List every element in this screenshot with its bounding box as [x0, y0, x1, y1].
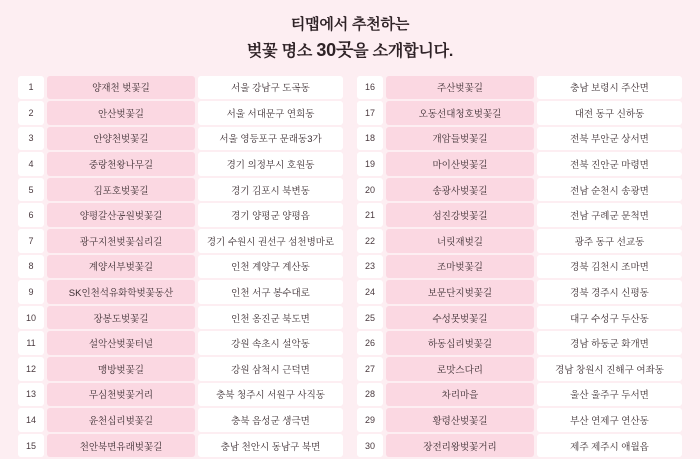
- spot-name: 중랑천왕나무길: [47, 152, 195, 176]
- table-row: [357, 152, 682, 176]
- spot-location: 충남 보령시 주산면: [537, 76, 682, 100]
- row-number: 28: [357, 383, 383, 407]
- row-number: 9: [18, 280, 44, 304]
- spot-name: 양재천 벚꽃길: [47, 76, 195, 100]
- header-line-2: [18, 37, 682, 64]
- row-number: 21: [357, 203, 383, 227]
- row-number: 26: [357, 331, 383, 355]
- spot-location: 인천 계양구 계산동: [198, 255, 343, 279]
- spot-name: 설악산벚꽃터널: [47, 331, 195, 355]
- spot-location: 전남 구례군 문척면: [537, 203, 682, 227]
- table-row: [18, 306, 343, 330]
- spot-location: 제주 제주시 애월읍: [537, 434, 682, 458]
- row-number: 20: [357, 178, 383, 202]
- table-row: [357, 127, 682, 151]
- row-number: 4: [18, 152, 44, 176]
- spot-name: 조마벚꽃길: [386, 255, 534, 279]
- spot-location: 강원 속초시 설악동: [198, 331, 343, 355]
- spot-name: 너릿재벚길: [386, 229, 534, 253]
- table-row: [357, 331, 682, 355]
- spot-name: 수성못벚꽃길: [386, 306, 534, 330]
- row-number: 27: [357, 357, 383, 381]
- table-row: [18, 408, 343, 432]
- table-row: [357, 408, 682, 432]
- table-row: [357, 76, 682, 100]
- spot-location: 강원 삼척시 근덕면: [198, 357, 343, 381]
- spot-name: 오동선대청호벚꽃길: [386, 101, 534, 125]
- header-line-1: 티맵에서 추천하는: [18, 14, 682, 37]
- table-row: [18, 383, 343, 407]
- spot-name: 천안북면유래벚꽃길: [47, 434, 195, 458]
- table-row: [18, 331, 343, 355]
- spot-name: 섬진강벚꽃길: [386, 203, 534, 227]
- table-row: [18, 178, 343, 202]
- row-number: 25: [357, 306, 383, 330]
- spot-name: 양평갈산공원벚꽃길: [47, 203, 195, 227]
- spot-name: 광구지천벚꽃십리길: [47, 229, 195, 253]
- spot-location: 전북 부안군 상서면: [537, 127, 682, 151]
- row-number: 24: [357, 280, 383, 304]
- spot-location: 충북 음성군 생극면: [198, 408, 343, 432]
- row-number: 17: [357, 101, 383, 125]
- table-row: [357, 280, 682, 304]
- spot-location: 대전 동구 신하동: [537, 101, 682, 125]
- row-number: 7: [18, 229, 44, 253]
- table-row: [357, 255, 682, 279]
- spot-name: SK인천석유화학벚꽃동산: [47, 280, 195, 304]
- spot-name: 무심천벚꽃거리: [47, 383, 195, 407]
- spot-location: 대구 수성구 두산동: [537, 306, 682, 330]
- table-row: [18, 280, 343, 304]
- spot-location: 전북 진안군 마령면: [537, 152, 682, 176]
- row-number: 11: [18, 331, 44, 355]
- spot-location: 부산 연제구 연산동: [537, 408, 682, 432]
- spot-name: 장봉도벚꽃길: [47, 306, 195, 330]
- page-header: [18, 14, 682, 64]
- row-number: 3: [18, 127, 44, 151]
- spot-name: 안산벚꽃길: [47, 101, 195, 125]
- header-count: 30곳: [316, 40, 353, 60]
- spot-location: 인천 서구 봉수대로: [198, 280, 343, 304]
- table-row: [357, 383, 682, 407]
- spot-name: 맹방벚꽃길: [47, 357, 195, 381]
- table-row: [357, 357, 682, 381]
- row-number: 14: [18, 408, 44, 432]
- row-number: 5: [18, 178, 44, 202]
- row-number: 6: [18, 203, 44, 227]
- header-line-2-prefix: 벚꽃 명소: [247, 43, 317, 60]
- spot-name: 마이산벚꽃길: [386, 152, 534, 176]
- table-row: [18, 127, 343, 151]
- row-number: 13: [18, 383, 44, 407]
- spot-location: 경북 경주시 신평동: [537, 280, 682, 304]
- spot-location: 경남 창원시 진해구 여좌동: [537, 357, 682, 381]
- row-number: 23: [357, 255, 383, 279]
- row-number: 30: [357, 434, 383, 458]
- spot-name: 주산벚꽃길: [386, 76, 534, 100]
- spot-list-left-column: [18, 76, 343, 459]
- spot-name: 하동십리벚꽃길: [386, 331, 534, 355]
- row-number: 12: [18, 357, 44, 381]
- row-number: 15: [18, 434, 44, 458]
- table-row: [18, 152, 343, 176]
- spot-name: 김포호벚꽃길: [47, 178, 195, 202]
- spot-location: 충북 청주시 서원구 사직동: [198, 383, 343, 407]
- table-row: [18, 434, 343, 458]
- spot-location: 서울 강남구 도곡동: [198, 76, 343, 100]
- spot-location: 전남 순천시 송광면: [537, 178, 682, 202]
- table-row: [357, 101, 682, 125]
- spot-location: 경기 수원시 권선구 섬천병마로: [198, 229, 343, 253]
- spot-name: 계양서부벚꽃길: [47, 255, 195, 279]
- table-row: [18, 101, 343, 125]
- table-row: [18, 255, 343, 279]
- spot-name: 윤천십리벚꽃길: [47, 408, 195, 432]
- spot-location: 울산 울주구 두서면: [537, 383, 682, 407]
- spot-name: 개암들벚꽃길: [386, 127, 534, 151]
- spot-location: 경북 김천시 조마면: [537, 255, 682, 279]
- table-row: [18, 76, 343, 100]
- table-row: [357, 178, 682, 202]
- table-row: [357, 229, 682, 253]
- spot-location: 서울 서대문구 연희동: [198, 101, 343, 125]
- spot-list-columns: [18, 76, 682, 459]
- row-number: 2: [18, 101, 44, 125]
- spot-location: 경기 양평군 양평읍: [198, 203, 343, 227]
- table-row: [18, 357, 343, 381]
- spot-name: 안양천벚꽃길: [47, 127, 195, 151]
- row-number: 1: [18, 76, 44, 100]
- spot-location: 경남 하동군 화개면: [537, 331, 682, 355]
- spot-list-right-column: [357, 76, 682, 459]
- spot-name: 차리마을: [386, 383, 534, 407]
- row-number: 19: [357, 152, 383, 176]
- spot-location: 광주 동구 선교동: [537, 229, 682, 253]
- spot-name: 장전리왕벚꽃거리: [386, 434, 534, 458]
- spot-name: 로맛스다리: [386, 357, 534, 381]
- spot-name: 보문단지벚꽃길: [386, 280, 534, 304]
- row-number: 29: [357, 408, 383, 432]
- table-row: [357, 434, 682, 458]
- spot-location: 충남 천안시 동남구 북면: [198, 434, 343, 458]
- spot-location: 서울 영등포구 문래동3가: [198, 127, 343, 151]
- row-number: 18: [357, 127, 383, 151]
- row-number: 8: [18, 255, 44, 279]
- row-number: 10: [18, 306, 44, 330]
- spot-name: 황령산벚꽃길: [386, 408, 534, 432]
- spot-location: 인천 옹진군 북도면: [198, 306, 343, 330]
- row-number: 22: [357, 229, 383, 253]
- row-number: 16: [357, 76, 383, 100]
- table-row: [18, 229, 343, 253]
- table-row: [357, 306, 682, 330]
- table-row: [18, 203, 343, 227]
- spot-name: 송광사벚꽃길: [386, 178, 534, 202]
- table-row: [357, 203, 682, 227]
- spot-location: 경기 김포시 북변동: [198, 178, 343, 202]
- header-line-2-suffix: 을 소개합니다.: [353, 43, 453, 60]
- spot-location: 경기 의정부시 호원동: [198, 152, 343, 176]
